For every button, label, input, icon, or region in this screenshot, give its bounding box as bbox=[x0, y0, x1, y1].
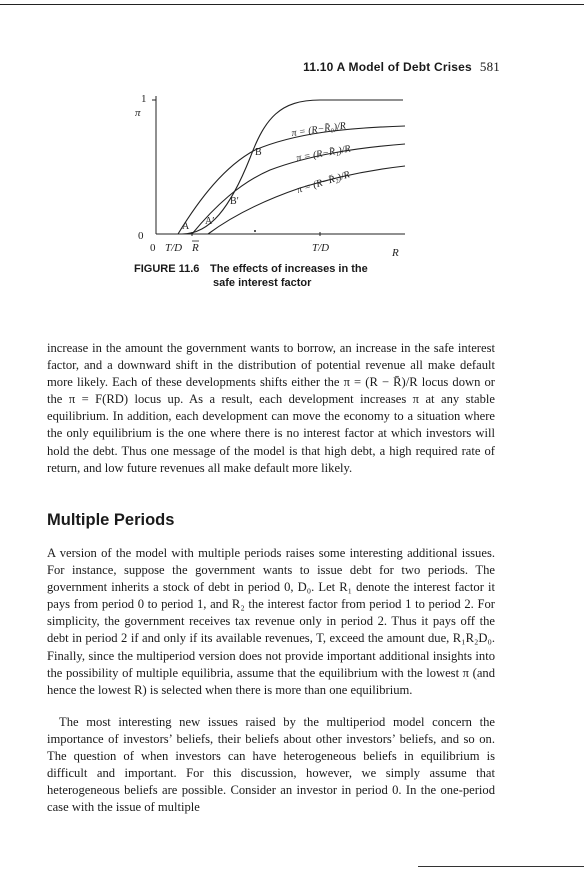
paragraph-1-text: increase in the amount the government wants to borrow, an increase in the safe interest factor, and a downward shift in the distribution of potential revenue all make default more likely. Each of these developments shifts either the π = (R − R̄)/R locus down or the π = F(RD) locus up. As a result, each development increases π at any stable equilibrium. In addition, each development can move the economy to a situation where the only equilibrium is the one where there is no interest factor at which investors will hold the debt. Thus one message of the model is that high debt, a high required rate of return, and low future revenues all make default more likely. bbox=[47, 341, 495, 475]
y-axis-label: π bbox=[135, 107, 141, 119]
dot-marker bbox=[254, 230, 256, 232]
figure-caption bbox=[134, 262, 404, 290]
curve-r0-label: π = (R−R̄₀)/R bbox=[290, 120, 347, 139]
running-head bbox=[230, 59, 500, 75]
body-paragraph-1 bbox=[47, 340, 495, 477]
paragraph-2-text: A version of the model with multiple periods raises some interesting additional issues. For instance, suppose the government wants to issue debt for two periods. The government inherits a stock of debt in period 0, D₀. Let R₁ denote the interest factor it pays from period 0 to period 1, and R₂ the interest factor from period 1 to period 2. For simplicity, the government receives tax revenue only in period 2. Thus it pays off the debt in period 2 if and only if its available revenues, T, exceed the amount due, R₁R₂D₀. Finally, since the multiperiod version does not provide important additional insights into the possibility of multiple equilibria, assume that the equilibrium with the lowest π (and hence the lowest R) is selected when there is more than one equilibrium. bbox=[47, 546, 495, 697]
x-origin-label: 0 bbox=[150, 242, 156, 254]
top-rule bbox=[0, 4, 584, 5]
x-axis-label: R bbox=[392, 247, 399, 259]
origin-y-label: 0 bbox=[138, 230, 144, 242]
point-a-label: A bbox=[182, 221, 190, 232]
caption-line-2: safe interest factor bbox=[213, 277, 312, 289]
figure-11-6 bbox=[120, 88, 420, 263]
curve-r1-label: π = (R−R̄₁)/R bbox=[295, 143, 352, 164]
curve-r2-label: π = (R−R̄₂)/R bbox=[295, 169, 352, 196]
y-tick-top-label: 1 bbox=[141, 93, 147, 105]
page-number: 581 bbox=[479, 59, 500, 74]
running-head-section: 11.10 A Model of Debt Crises bbox=[303, 60, 472, 74]
x-tick-1-label: T/D bbox=[165, 242, 183, 254]
figure-plot bbox=[120, 88, 420, 263]
section-title: Multiple Periods bbox=[47, 511, 175, 529]
caption-number: FIGURE 11.6 bbox=[134, 263, 200, 275]
bottom-rule bbox=[418, 866, 584, 867]
body-paragraph-3 bbox=[47, 714, 495, 817]
point-b-prime-label: B′ bbox=[230, 196, 239, 207]
x-tick-2-label: R bbox=[192, 242, 199, 254]
paragraph-3-text: The most interesting new issues raised by the multiperiod model concern the importance of investors’ beliefs, their beliefs about other investors’ beliefs, and so on. The question of when investors can have heterogeneous beliefs in equilibrium is difficult and important. For this discussion, however, we simply assume that heterogeneous beliefs are possible. Consider an investor in period 0. In the one-period case with the issue of multiple bbox=[47, 715, 495, 815]
x-tick-3-label: T/D bbox=[312, 242, 330, 254]
point-a-prime-label: A′ bbox=[205, 216, 215, 227]
point-b-label: B bbox=[255, 147, 262, 158]
body-paragraph-2 bbox=[47, 545, 495, 699]
caption-line-1: The effects of increases in the bbox=[210, 263, 368, 275]
